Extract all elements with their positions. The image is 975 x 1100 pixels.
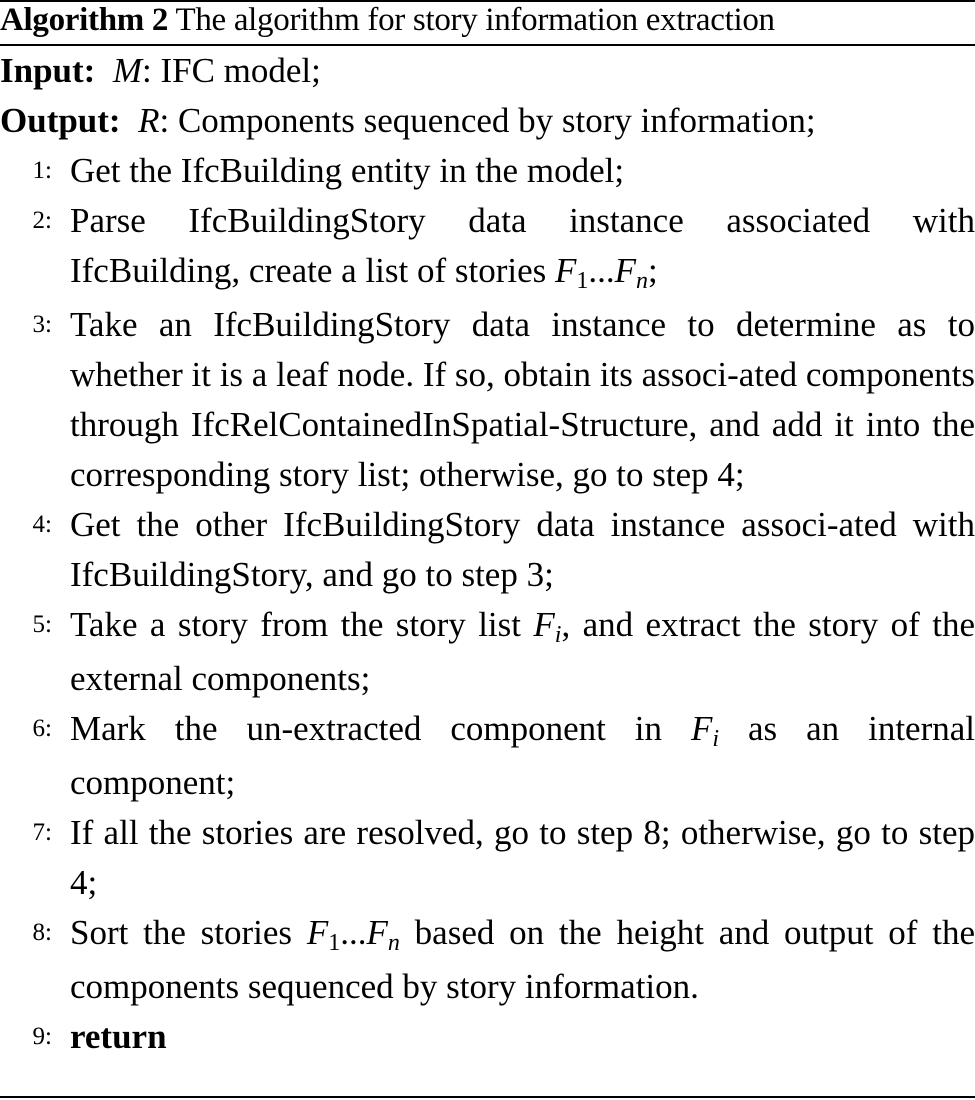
- math-subscript: 1: [576, 268, 589, 294]
- step-9: [0, 1012, 975, 1062]
- math-subscript: i: [554, 622, 562, 648]
- step-text-part: Mark the un-extracted component in: [70, 709, 691, 748]
- step-number: 6:: [32, 715, 52, 742]
- step-number: 7:: [32, 819, 52, 846]
- step-text-part: based on the height and output of the components sequenced by story information.: [70, 913, 975, 1006]
- step-text-part: Sort the stories: [70, 913, 307, 952]
- input-keyword: Input:: [0, 51, 96, 90]
- bottom-rule: [0, 1096, 975, 1098]
- math-subscript: i: [712, 726, 720, 752]
- input-text: : IFC model;: [141, 51, 321, 90]
- math-F: F: [614, 251, 637, 290]
- algorithm-title: The algorithm for story information extraction: [175, 2, 775, 38]
- math-subscript: 1: [328, 930, 341, 956]
- step-1: [0, 146, 975, 196]
- input-line: [0, 46, 975, 96]
- math-F: F: [555, 251, 577, 290]
- step-number: 1:: [32, 157, 52, 184]
- step-6: [0, 704, 975, 808]
- step-number: 2:: [32, 207, 52, 234]
- output-line: [0, 96, 975, 146]
- output-text: : Components sequenced by story information;: [159, 101, 816, 140]
- step-number: 4:: [32, 511, 52, 538]
- output-symbol: R: [138, 101, 160, 140]
- step-2: [0, 196, 975, 300]
- math-dots: ...: [340, 913, 367, 952]
- math-dots: ...: [588, 251, 615, 290]
- math-subscript: n: [387, 930, 400, 956]
- step-text: [70, 600, 975, 704]
- step-text-part: Parse IfcBuildingStory data instance associated with IfcBuilding, create a list of stories: [70, 201, 975, 290]
- math-F: F: [690, 709, 713, 748]
- step-3: [0, 300, 975, 500]
- step-text-part: as an internal component;: [70, 709, 975, 802]
- math-subscript: n: [636, 268, 649, 294]
- step-5: [0, 600, 975, 704]
- output-keyword: Output:: [0, 101, 121, 140]
- return-keyword: return: [70, 1017, 167, 1056]
- step-4: [0, 500, 975, 600]
- algorithm-caption: [0, 0, 975, 46]
- math-F: F: [306, 913, 329, 952]
- step-text-part: Take a story from the story list: [70, 605, 534, 644]
- step-text: If all the stories are resolved, go to step 8; otherwise, go to step 4;: [70, 813, 975, 902]
- step-7: [0, 808, 975, 908]
- step-text-part: , and extract the story of the external components;: [70, 605, 975, 698]
- step-text: [70, 196, 975, 300]
- algorithm-label: Algorithm 2: [0, 2, 169, 38]
- input-symbol: M: [112, 51, 142, 90]
- step-number: 8:: [32, 919, 52, 946]
- step-number: 9:: [32, 1023, 52, 1050]
- step-text: Get the other IfcBuildingStory data instance associ-ated with IfcBuildingStory, and go to step 3;: [70, 505, 975, 594]
- step-text: [70, 704, 975, 808]
- step-text: Get the IfcBuilding entity in the model;: [70, 151, 625, 190]
- step-number: 5:: [32, 611, 52, 638]
- step-text-part: ;: [648, 251, 658, 290]
- math-F: F: [533, 605, 555, 644]
- math-F: F: [366, 913, 388, 952]
- step-8: [0, 908, 975, 1012]
- top-rule: [0, 0, 975, 2]
- steps-list: [0, 146, 975, 1062]
- step-text: Take an IfcBuildingStory data instance to determine as to whether it is a leaf node. If so, obtain its associ-ated components through IfcRelContainedInSpatial-Structure, and add it into the corresponding story list; otherwise, go to step 4;: [70, 305, 975, 494]
- step-text: [70, 908, 975, 1012]
- step-number: 3:: [32, 311, 52, 338]
